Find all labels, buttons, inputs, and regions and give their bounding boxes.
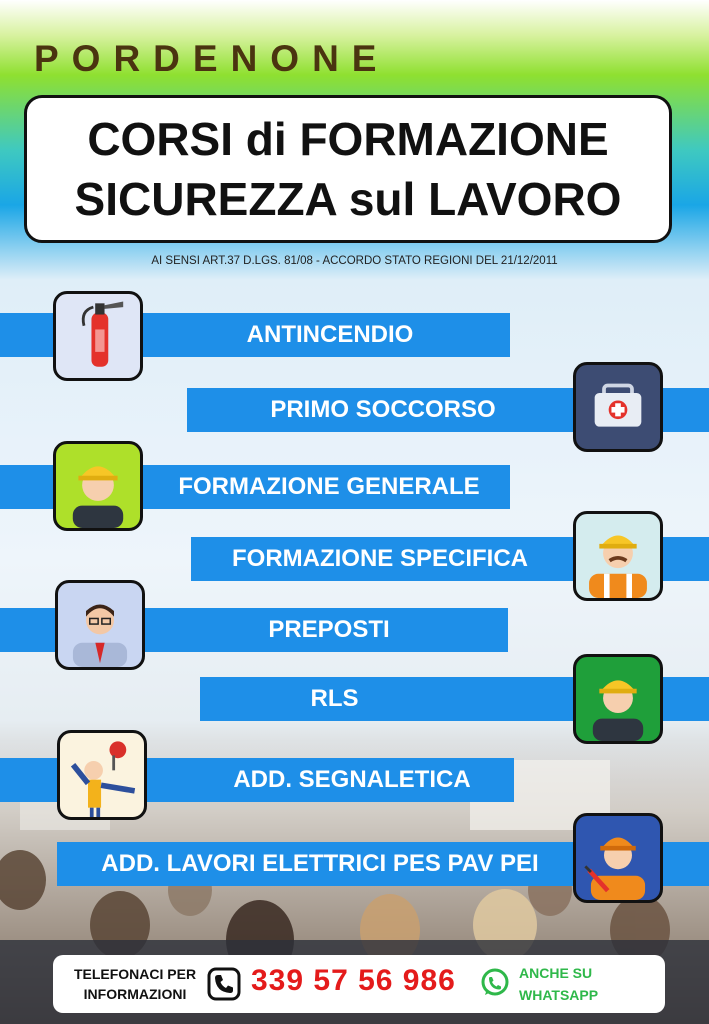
flagman-icon (57, 730, 147, 820)
supervisor-icon (55, 580, 145, 670)
course-label: ADD. LAVORI ELETTRICI PES PAV PEI (101, 850, 539, 877)
whatsapp-label-line-2: WHATSAPP (519, 987, 599, 1003)
whatsapp-label-line-1: ANCHE SU (519, 965, 593, 981)
course-label: PRIMO SOCCORSO (270, 396, 496, 423)
phone-number[interactable]: 339 57 56 986 (251, 964, 456, 997)
phone-icon (207, 967, 241, 1001)
course-label: PREPOSTI (268, 616, 390, 643)
title-line-2: SICUREZZA sul LAVORO (74, 173, 622, 225)
whatsapp-label (519, 962, 598, 1006)
title-box (24, 95, 672, 243)
course-label: FORMAZIONE GENERALE (178, 473, 480, 500)
contact-label-line-1: TELEFONACI PER (73, 966, 197, 982)
contact-label-line-2: INFORMAZIONI (83, 986, 187, 1002)
fire-extinguisher-icon (53, 291, 143, 381)
legal-reference: AI SENSI ART.37 D.LGS. 81/08 - ACCORDO STATO REGIONI DEL 21/12/2011 (151, 255, 558, 267)
worker-helmet-icon (53, 441, 143, 531)
worker-vest-icon (573, 511, 663, 601)
course-label: ADD. SEGNALETICA (233, 766, 471, 793)
city-name: PORDENONE (34, 38, 390, 79)
course-label: FORMAZIONE SPECIFICA (231, 545, 528, 572)
whatsapp-icon (479, 967, 511, 999)
course-label: RLS (310, 685, 359, 712)
title-line-1: CORSI di FORMAZIONE (87, 113, 609, 165)
first-aid-kit-icon (573, 362, 663, 452)
contact-footer (53, 955, 665, 1013)
electrician-icon (573, 813, 663, 903)
contact-label (65, 964, 205, 1004)
worker-safety-rep-icon (573, 654, 663, 744)
course-label: ANTINCENDIO (246, 321, 414, 348)
